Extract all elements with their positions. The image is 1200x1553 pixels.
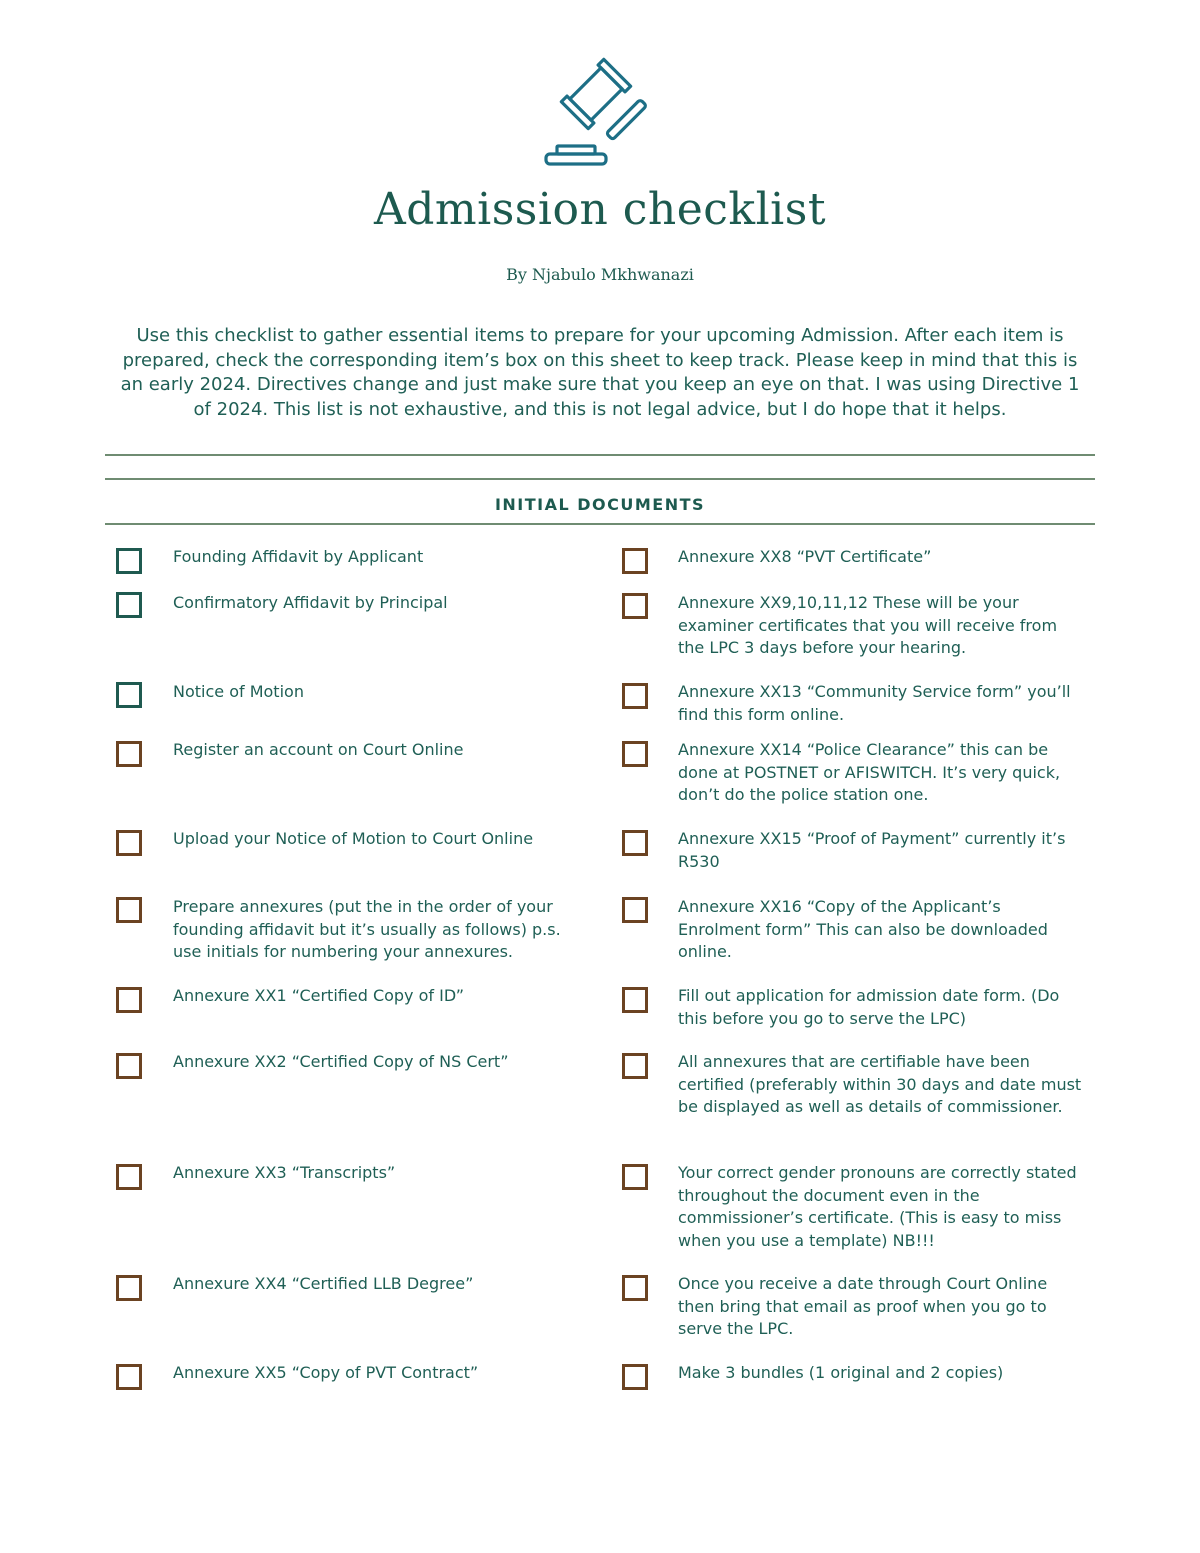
checkbox[interactable]: [622, 1364, 648, 1390]
checkbox[interactable]: [622, 683, 648, 709]
author-byline: By Njabulo Mkhwanazi: [506, 265, 694, 284]
checkbox[interactable]: [116, 682, 142, 708]
checklist-item-label: Annexure XX4 “Certified LLB Degree”: [173, 1274, 474, 1293]
checkbox[interactable]: [622, 1164, 648, 1190]
checkbox[interactable]: [116, 592, 142, 618]
intro-paragraph: Use this checklist to gather essential items to prepare for your upcoming Admission. After each item is prepared, check the corresponding item’s box on this sheet to keep track. Please keep in mind that this is an early 2024. Directives change and just make sure that you keep an eye on that. I was using Directive 1 of 2024. This list is not exhaustive, and this is not legal advice, but I do hope that it helps.: [120, 325, 1080, 420]
page-title: Admission checklist: [373, 184, 826, 235]
checklist-item-label: Founding Affidavit by Applicant: [173, 547, 424, 566]
checklist-item-label: All annexures that are certifiable have been certified (preferably within 30 days and date must be displayed as well as details of commissioner.: [678, 1052, 1082, 1116]
checkbox[interactable]: [622, 897, 648, 923]
checklist-item-label: Annexure XX3 “Transcripts”: [173, 1163, 396, 1182]
checklist-item-label: Annexure XX1 “Certified Copy of ID”: [173, 986, 465, 1005]
checklist-item-label: Once you receive a date through Court Online then bring that email as proof when you go to serve the LPC.: [678, 1274, 1048, 1338]
checklist-item-label: Annexure XX14 “Police Clearance” this can be done at POSTNET or AFISWITCH. It’s very quick, don’t do the police station one.: [678, 740, 1061, 804]
checkbox[interactable]: [622, 741, 648, 767]
checkbox[interactable]: [116, 741, 142, 767]
divider-rule-section-bottom: [105, 523, 1095, 525]
checkbox[interactable]: [622, 1053, 648, 1079]
checkbox[interactable]: [116, 1164, 142, 1190]
gavel-icon: [540, 48, 666, 170]
checkbox[interactable]: [622, 1275, 648, 1301]
section-title: INITIAL DOCUMENTS: [494, 495, 706, 514]
checklist-item-label: Annexure XX5 “Copy of PVT Contract”: [173, 1363, 479, 1382]
checklist-item-label: Annexure XX9,10,11,12 These will be your examiner certificates that you will receive from the LPC 3 days before your hearing.: [678, 593, 1058, 657]
checklist-item-label: Your correct gender pronouns are correctly stated throughout the document even in the commissioner’s certificate. (This is easy to miss when you use a template) NB!!!: [678, 1163, 1077, 1250]
checkbox[interactable]: [116, 987, 142, 1013]
checkbox[interactable]: [622, 830, 648, 856]
checklist-item-label: Make 3 bundles (1 original and 2 copies): [678, 1363, 1004, 1382]
divider-rule-section-top: [105, 478, 1095, 480]
checklist-item-label: Annexure XX15 “Proof of Payment” currently it’s R530: [678, 829, 1066, 871]
checklist-item-label: Annexure XX13 “Community Service form” you’ll find this form online.: [678, 682, 1071, 724]
divider-rule-top: [105, 454, 1095, 456]
checkbox[interactable]: [116, 1275, 142, 1301]
checkbox[interactable]: [116, 897, 142, 923]
checklist-item-label: Annexure XX16 “Copy of the Applicant’s Enrolment form” This can also be downloaded online.: [678, 897, 1048, 961]
checklist-item-label: Register an account on Court Online: [173, 740, 464, 759]
checkbox[interactable]: [116, 1364, 142, 1390]
checklist-item-label: Fill out application for admission date form. (Do this before you go to serve the LPC): [678, 986, 1060, 1028]
checkbox[interactable]: [116, 548, 142, 574]
checkbox[interactable]: [622, 987, 648, 1013]
checkbox[interactable]: [622, 593, 648, 619]
checklist-item-label: Confirmatory Affidavit by Principal: [173, 593, 448, 612]
checklist-item-label: Annexure XX8 “PVT Certificate”: [678, 547, 932, 566]
checkbox[interactable]: [116, 830, 142, 856]
checklist-item-label: Upload your Notice of Motion to Court Online: [173, 829, 534, 848]
checkbox[interactable]: [622, 548, 648, 574]
checkbox[interactable]: [116, 1053, 142, 1079]
checklist-item-label: Annexure XX2 “Certified Copy of NS Cert”: [173, 1052, 509, 1071]
checklist-item-label: Notice of Motion: [173, 682, 304, 701]
checklist-item-label: Prepare annexures (put the in the order of your founding affidavit but it’s usually as follows) p.s. use initials for numbering your annexures.: [173, 897, 561, 961]
